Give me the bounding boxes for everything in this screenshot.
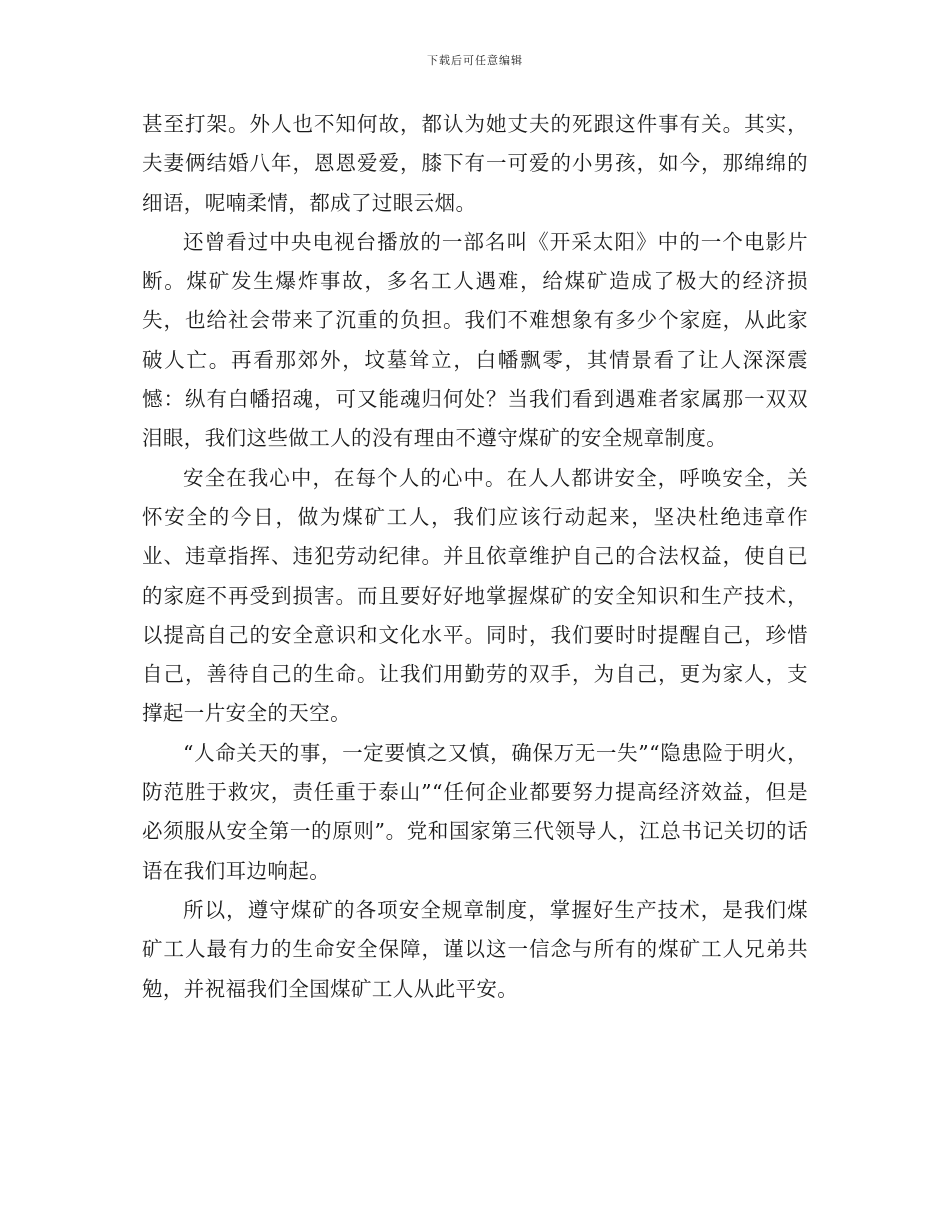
page-header: 下载后可任意编辑 bbox=[427, 54, 523, 67]
paragraph-conclusion: 所以，遵守煤矿的各项安全规章制度，掌握好生产技术，是我们煤矿工人最有力的生命安全保障，谨以这一信念与所有的煤矿工人兄弟共勉，并祝福我们全国煤矿工人从此平安。 bbox=[142, 897, 808, 1001]
paragraph-continuation: 甚至打架。外人也不知何故，都认为她丈夫的死跟这件事有关。其实，夫妻俩结婚八年，恩恩爱爱，膝下有一可爱的小男孩，如今，那绵绵的细语，呢喃柔情，都成了过眼云烟。 bbox=[142, 112, 808, 215]
document-body bbox=[142, 105, 808, 1009]
paragraph-film-excerpt: 还曾看过中央电视台播放的一部名叫《开采太阳》中的一个电影片断。煤矿发生爆炸事故，多名工人遇难，给煤矿造成了极大的经济损失，也给社会带来了沉重的负担。我们不难想象有多少个家庭，从此家破人亡。再看那郊外，坟墓耸立，白幡飘零，其情景看了让人深深震憾：纵有白幡招魂，可又能魂归何处？当我们看到遇难者家属那一双双泪眼，我们这些做工人的没有理由不遵守煤矿的安全规章制度。 bbox=[142, 229, 808, 451]
paragraph-leader-quotes: “人命关天的事，一定要慎之又慎，确保万无一失”“隐患险于明火，防范胜于救灾，责任重于泰山”“任何企业都要努力提高经济效益，但是必须服从安全第一的原则”。党和国家第三代领导人，江总书记关切的话语在我们耳边响起。 bbox=[142, 740, 808, 883]
paragraph-safety-in-heart: 安全在我心中，在每个人的心中。在人人都讲安全，呼唤安全，关怀安全的今日，做为煤矿工人，我们应该行动起来，坚决杜绝违章作业、违章指挥、违犯劳动纪律。并且依章维护自己的合法权益，使自已的家庭不再受到损害。而且要好好地掌握煤矿的安全知识和生产技术，以提高自己的安全意识和文化水平。同时，我们要时时提醒自己，珍惜自己，善待自己的生命。让我们用勤劳的双手，为自己，更为家人，支撑起一片安全的天空。 bbox=[142, 465, 808, 726]
